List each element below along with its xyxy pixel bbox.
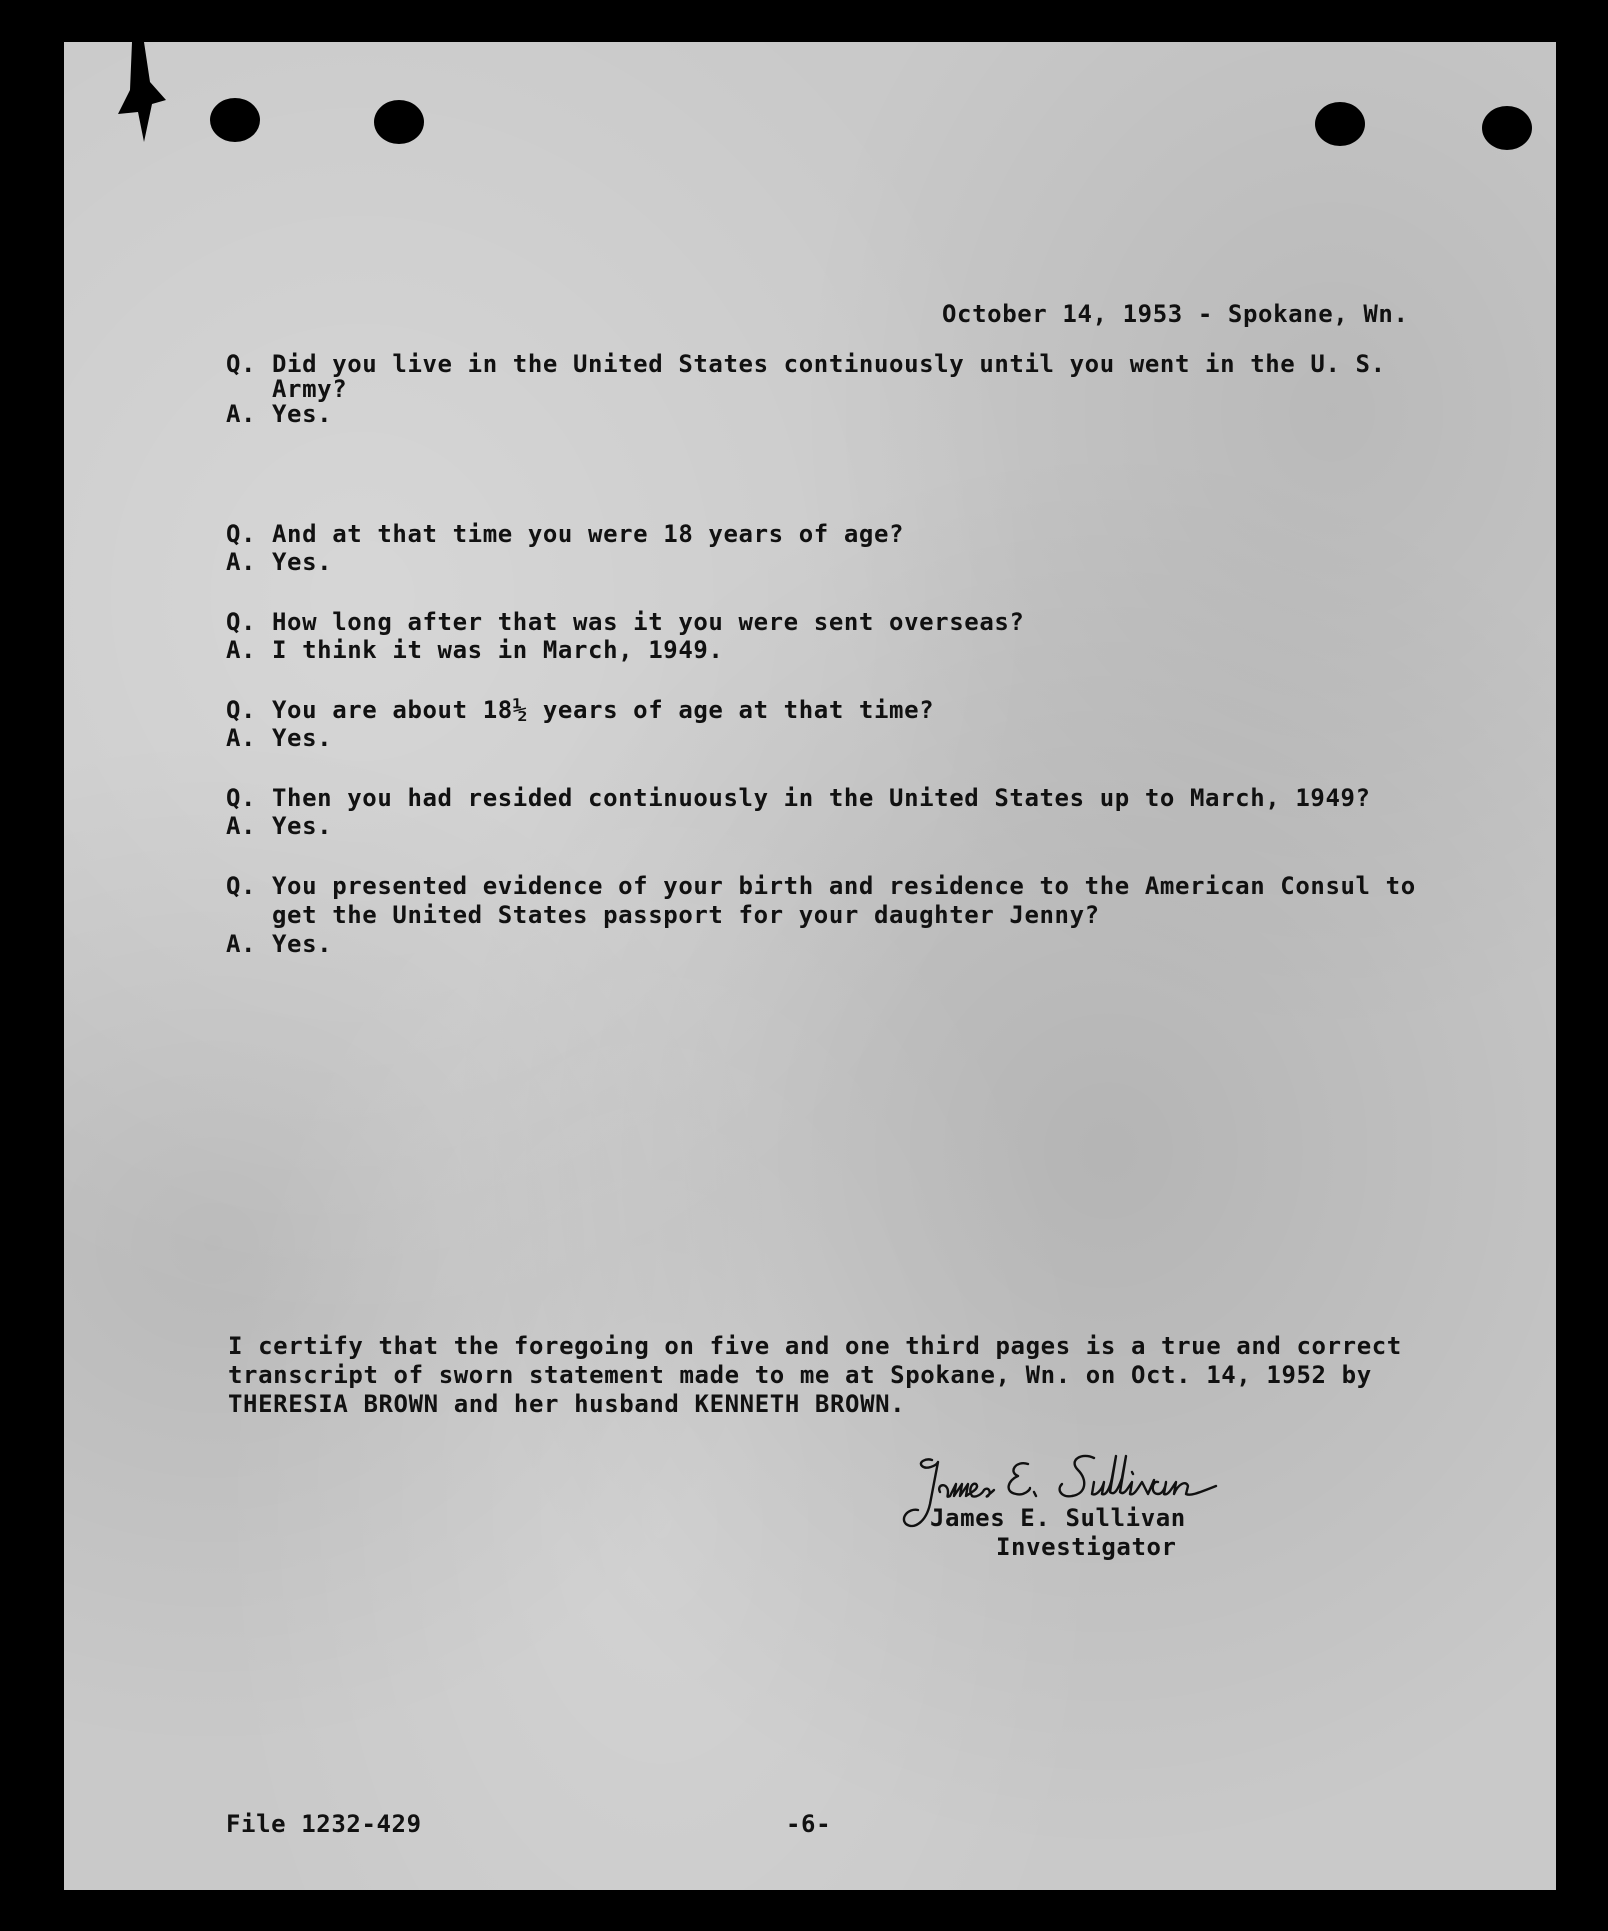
question-1 <box>226 350 1386 379</box>
date-location: October 14, 1953 - Spokane, Wn. <box>942 300 1409 328</box>
certification-line-3: THERESIA BROWN and her husband KENNETH BROWN. <box>228 1390 906 1418</box>
answer-3 <box>226 636 723 665</box>
answer-4 <box>226 724 332 753</box>
question-text: You are about 18½ years of age at that time? <box>272 696 935 724</box>
question-text: Did you live in the United States continuously until you went in the U. S. <box>272 350 1386 378</box>
question-3 <box>226 608 1024 637</box>
answer-text: Yes. <box>272 400 333 428</box>
certification-line-1: I certify that the foregoing on five and one third pages is a true and correct <box>228 1332 1402 1360</box>
question-text: Then you had resided continuously in the United States up to March, 1949? <box>272 784 1371 812</box>
question-2 <box>226 520 904 549</box>
answer-text: Yes. <box>272 930 333 958</box>
question-prefix: Q. <box>226 696 257 724</box>
file-number: File 1232-429 <box>226 1810 422 1838</box>
punch-hole-left-2 <box>374 100 424 144</box>
certification-line-2: transcript of sworn statement made to me at Spokane, Wn. on Oct. 14, 1952 by <box>228 1361 1372 1389</box>
punch-hole-right-2 <box>1482 106 1532 150</box>
question-prefix: Q. <box>226 350 257 378</box>
answer-prefix: A. <box>226 400 257 428</box>
question-6 <box>226 872 1416 901</box>
answer-text: Yes. <box>272 724 333 752</box>
torn-corner-mark <box>104 42 184 152</box>
answer-text: I think it was in March, 1949. <box>272 636 724 664</box>
question-5 <box>226 784 1371 813</box>
question-prefix: Q. <box>226 872 257 900</box>
punch-hole-left-1 <box>210 98 260 142</box>
answer-prefix: A. <box>226 930 257 958</box>
answer-5 <box>226 812 332 841</box>
question-prefix: Q. <box>226 608 257 636</box>
question-text: How long after that was it you were sent overseas? <box>272 608 1025 636</box>
answer-text: Yes. <box>272 548 333 576</box>
question-6-continuation: get the United States passport for your daughter Jenny? <box>272 901 1100 929</box>
question-text: You presented evidence of your birth and residence to the American Consul to <box>272 872 1416 900</box>
question-prefix: Q. <box>226 520 257 548</box>
answer-prefix: A. <box>226 548 257 576</box>
signer-name: James E. Sullivan <box>930 1504 1186 1532</box>
answer-6 <box>226 930 332 959</box>
question-prefix: Q. <box>226 784 257 812</box>
answer-prefix: A. <box>226 812 257 840</box>
document-page <box>64 42 1556 1890</box>
page-number: -6- <box>786 1810 832 1838</box>
answer-prefix: A. <box>226 636 257 664</box>
question-1-continuation: Army? <box>272 375 348 403</box>
signer-title: Investigator <box>996 1533 1177 1561</box>
answer-prefix: A. <box>226 724 257 752</box>
answer-2 <box>226 548 332 577</box>
question-text: And at that time you were 18 years of age? <box>272 520 905 548</box>
punch-hole-right-1 <box>1315 102 1365 146</box>
question-4 <box>226 696 934 725</box>
answer-text: Yes. <box>272 812 333 840</box>
answer-1 <box>226 400 332 429</box>
